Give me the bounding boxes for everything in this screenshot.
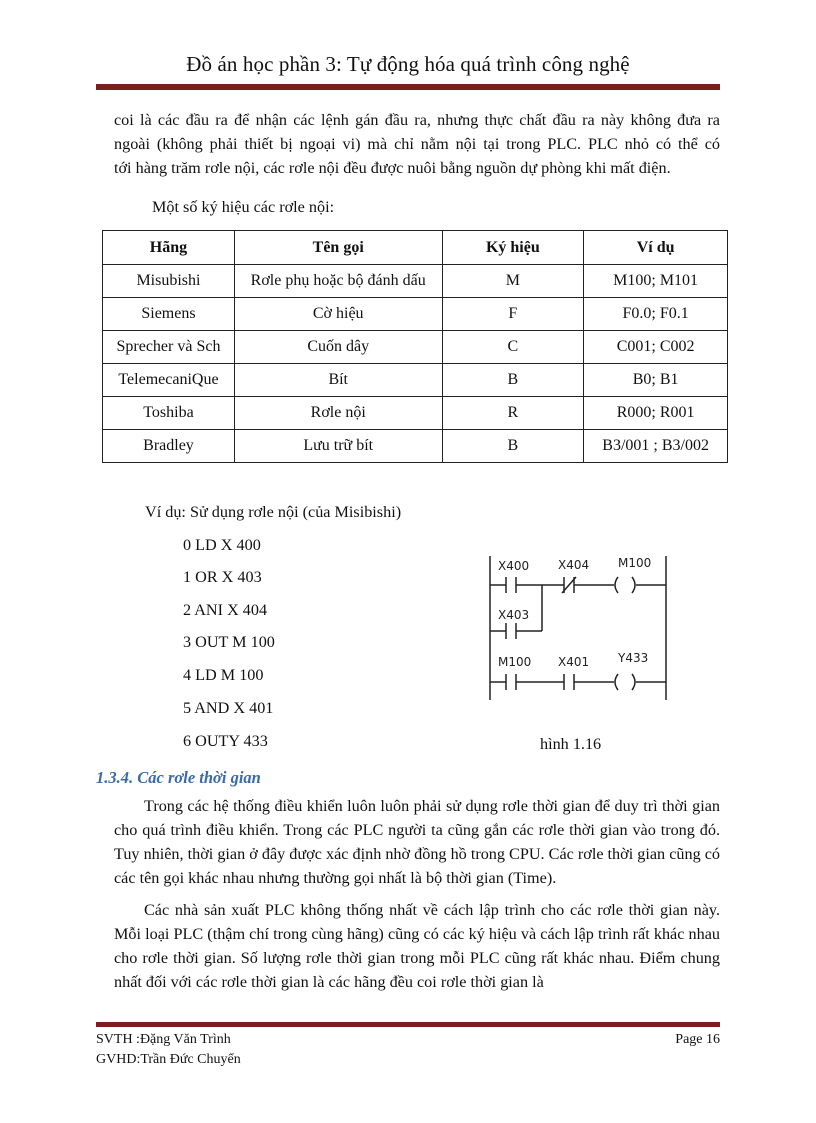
code-line: 5 AND X 401 [183,699,274,717]
table-row [103,298,728,331]
col-header-brand: Hãng [103,231,235,265]
label-m100-coil: M100 [618,556,652,570]
footer-student: SVTH :Đặng Văn Trình [96,1032,231,1047]
header-divider [96,84,720,90]
table-cell: B3/001 ; B3/002 [584,430,728,463]
table-cell: Rơle phụ hoặc bộ đánh dấu [234,265,442,298]
col-header-symbol: Ký hiệu [442,231,584,265]
table-row [103,364,728,397]
table-cell: M [442,265,584,298]
table-cell: Misubishi [103,265,235,298]
intro-line-2: ngoài (không phải thiết bị ngoại vi) mà chỉ nằm nội tại trong PLC. PLC nhỏ có thể có [114,135,720,153]
example-intro: Ví dụ: Sử dụng rơle nội (của Misibishi) [145,503,402,521]
section-paragraph-1: Trong các hệ thống điều khiển luôn luôn phải sử dụng rơle thời gian để duy trì thời gian cho quá trình điều khiển. Trong các PLC người ta cũng gắn các rơle thời gian vào trong đó. Tuy nhiên, thời gian ở đây được xác định nhờ đồng hồ trong CPU. Các rơle thời gian cũng có các tên gọi khác nhau nhưng thường gọi nhất là bộ thời gian (Time). [114,797,720,887]
table-cell: B0; B1 [584,364,728,397]
table-row [103,430,728,463]
figure-caption: hình 1.16 [540,735,602,753]
table-cell: Rơle nội [234,397,442,430]
label-x404: X404 [558,558,590,572]
footer-advisor: GVHD:Trần Đức Chuyển [96,1052,241,1067]
table-row [103,265,728,298]
page-header-title: Đồ án học phần 3: Tự động hóa quá trình công nghệ [186,52,630,76]
label-m100: M100 [498,655,532,669]
table-caption: Một số ký hiệu các rơle nội: [152,198,335,216]
table-cell: B [442,364,584,397]
intro-line-1: coi là các đầu ra để nhận các lệnh gán đầu ra, nhưng thực chất đầu ra này không đưa ra [114,111,720,129]
table-cell: M100; M101 [584,265,728,298]
table-cell: TelemecaniQue [103,364,235,397]
table-cell: Bít [234,364,442,397]
col-header-name: Tên gọi [234,231,442,265]
table-cell: C [442,331,584,364]
table-cell: C001; C002 [584,331,728,364]
table-cell: Lưu trữ bít [234,430,442,463]
section-paragraph-2: Các nhà sản xuất PLC không thống nhất về cách lập trình cho các rơle thời gian này. Mỗi loại PLC (thậm chí trong cùng hãng) cũng có các ký hiệu và cách lập trình rất khác nhau cho rơle thời gian. Số lượng rơle thời gian trong mỗi PLC cũng rất khác nhau. Điểm chung nhất đối với các rơle thời gian là các hãng đều coi rơle thời gian là [114,901,720,991]
table-header-row [103,231,728,265]
code-line: 3 OUT M 100 [183,633,275,651]
label-y433: Y433 [618,651,649,665]
table-row [103,331,728,364]
section-heading: 1.3.4. Các rơle thời gian [96,768,261,787]
table-cell: F0.0; F0.1 [584,298,728,331]
table-cell: Cờ hiệu [234,298,442,331]
intro-line-3: tới hàng trăm rơle nội, các rơle nội đều được nuôi bằng nguồn dự phòng khi mất điện. [114,159,671,177]
table-cell: Toshiba [103,397,235,430]
relay-table [102,230,728,463]
label-x401: X401 [558,655,590,669]
code-line: 0 LD X 400 [183,536,261,554]
table-cell: B [442,430,584,463]
table-cell: Cuốn dây [234,331,442,364]
table-cell: F [442,298,584,331]
table-cell: R [442,397,584,430]
table-row [103,397,728,430]
code-line: 2 ANI X 404 [183,601,268,619]
table-cell: R000; R001 [584,397,728,430]
code-line: 1 OR X 403 [183,568,262,586]
table-cell: Sprecher và Sch [103,331,235,364]
table-cell: Bradley [103,430,235,463]
label-x403: X403 [498,608,530,622]
label-x400: X400 [498,559,530,573]
footer-divider [96,1022,720,1027]
page-number: Page 16 [675,1032,720,1047]
code-line: 6 OUTY 433 [183,732,268,750]
ladder-diagram [484,548,674,708]
table-cell: Siemens [103,298,235,331]
col-header-example: Ví dụ [584,231,728,265]
code-line: 4 LD M 100 [183,666,264,684]
